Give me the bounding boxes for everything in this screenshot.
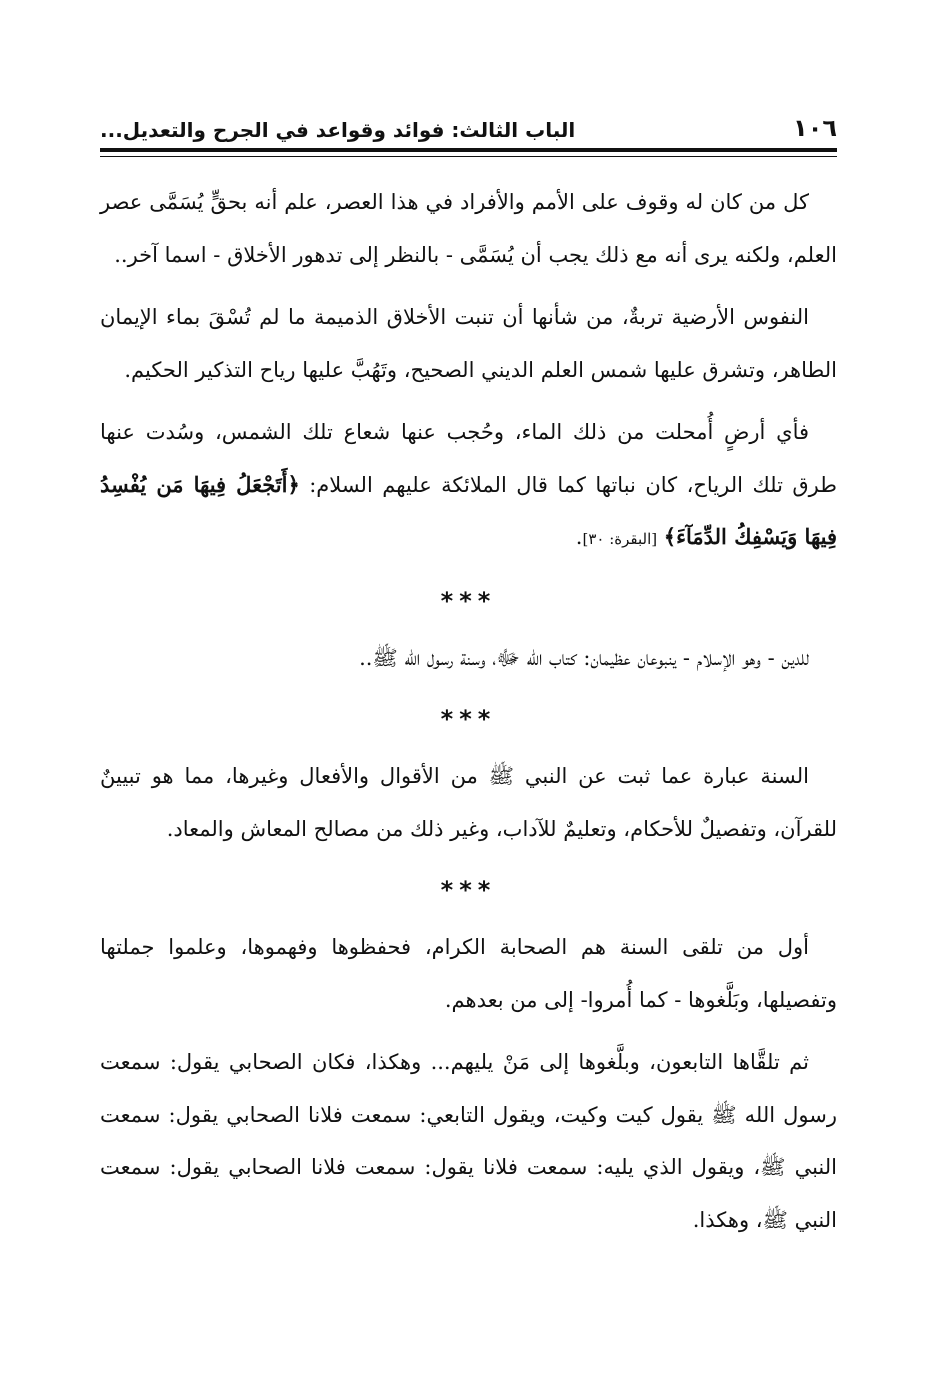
paragraph-4: للدين - وهو الإسلام - ينبوعان عظيمان: كتاب الله ﷻ، وسنة رسول الله ﷺ.. <box>359 645 809 670</box>
paragraph-2: النفوس الأرضية تربةٌ، من شأنها أن تنبت الأخلاق الذميمة ما لم تُسْقَ بماء الإيمان الطاهر، وتشرق عليها شمس العلم الديني الصحيح، وتَهُبَّ عليها رياح التذكير الحكيم. <box>100 305 837 382</box>
header-rule-thick <box>100 148 837 152</box>
paragraph-5: السنة عبارة عما ثبت عن النبي ﷺ من الأقوال والأفعال وغيرها، مما هو تبيينٌ للقرآن، وتفصيلٌ للأحكام، وتعليمٌ للآداب، وغير ذلك من مصالح المعاش والمعاد. <box>100 764 837 841</box>
section-separator: *** <box>440 705 497 733</box>
paragraph-3 <box>100 406 837 566</box>
paragraph-6: أول من تلقى السنة هم الصحابة الكرام، فحفظوها وفهموها، وعلموا جملتها وتفصيلها، وبَلَّغوها - كما أُمروا- إلى من بعدهم. <box>100 935 837 1012</box>
page-number: ١٠٦ <box>793 114 837 142</box>
verse-reference: [البقرة: ٣٠] <box>582 530 658 548</box>
section-separator: *** <box>440 586 497 615</box>
paragraph-3-end: . <box>575 525 583 549</box>
running-title: الباب الثالث: فوائد وقواعد في الجرح والتعديل... <box>100 118 576 142</box>
header-rule-thin <box>100 156 837 157</box>
paragraph-1: كل من كان له وقوف على الأمم والأفراد في هذا العصر، علم أنه بحقٍّ يُسَمَّى عصر العلم، ولكنه يرى أنه مع ذلك يجب أن يُسَمَّى - بالنظر إلى تدهور الأخلاق - اسما آخر.. <box>100 190 837 267</box>
quran-verse: ﴿أَتَجْعَلُ فِيهَا مَن يُفْسِدُ فِيهَا وَيَسْفِكُ الدِّمَآءَ﴾ <box>100 471 837 549</box>
page-body <box>100 176 837 1256</box>
paragraph-3-text: فأي أرضٍ أُمحلت من ذلك الماء، وحُجب عنها شعاع تلك الشمس، وسُدت عنها طرق تلك الرياح، كان نباتها كما قال الملائكة عليهم السلام: <box>100 420 837 497</box>
page-header <box>100 100 837 142</box>
paragraph-7: ثم تلقَّاها التابعون، وبلَّغوها إلى مَنْ يليهم... وهكذا، فكان الصحابي يقول: سمعت رسول الله ﷺ يقول كيت وكيت، ويقول التابعي: سمعت فلانا الصحابي يقول: سمعت النبي ﷺ، ويقول الذي يليه: سمعت فلانا يقول: سمعت فلانا الصحابي يقول: سمعت النبي ﷺ، وهكذا. <box>100 1050 837 1232</box>
section-separator: *** <box>440 876 497 904</box>
